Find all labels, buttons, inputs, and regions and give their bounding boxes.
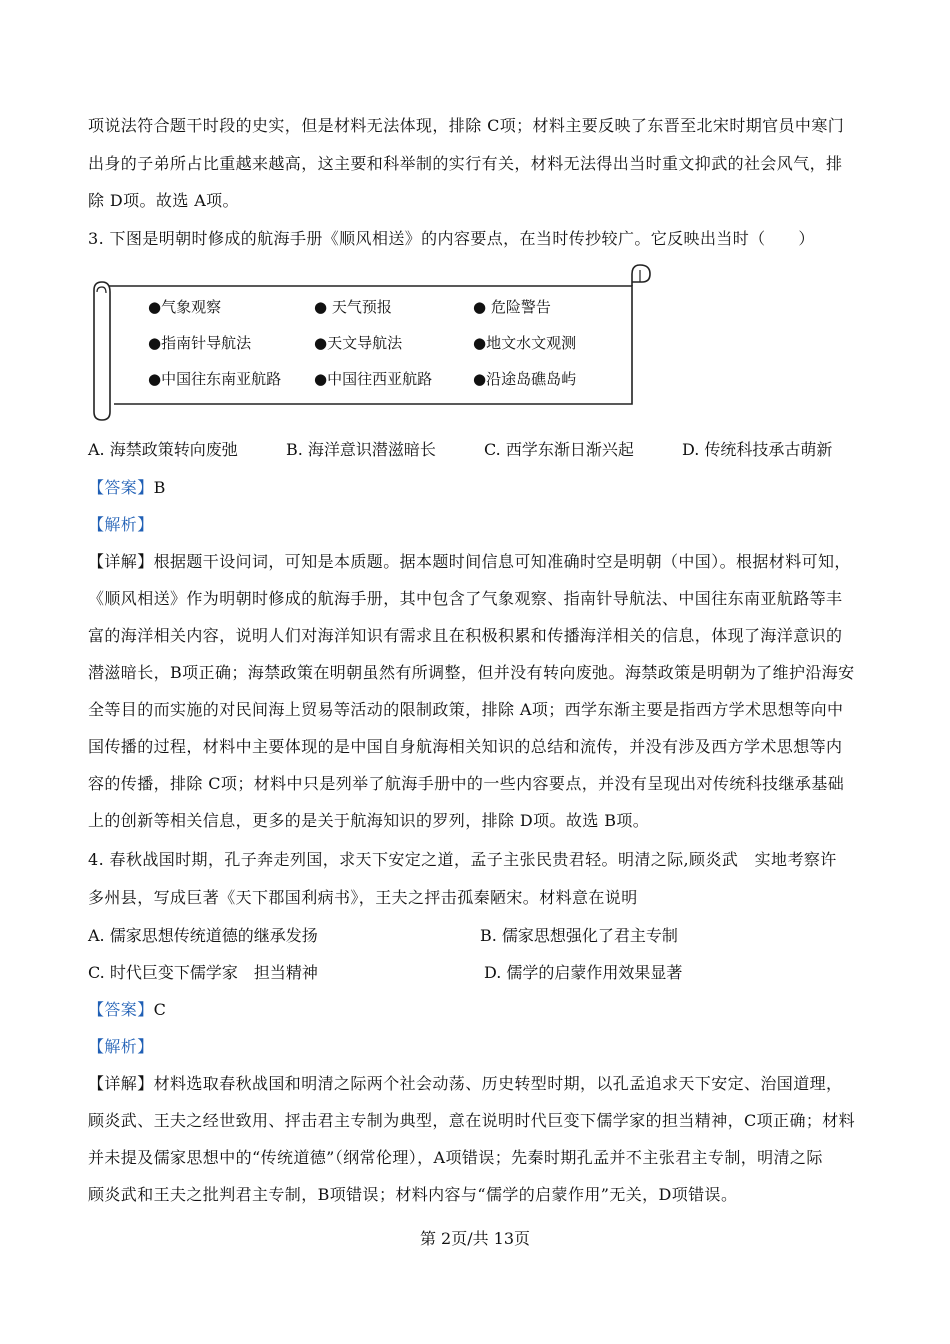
- detail-line: 富的海洋相关内容，说明人们对海洋知识有需求且在积极积累和传播海洋相关的信息，体现了海洋意识的: [88, 626, 843, 645]
- scroll-item: ●指南针导航法: [148, 334, 252, 352]
- option-c: C. 时代巨变下儒学家 担当精神: [88, 963, 318, 982]
- text-line: 除 D项。故选 A项。: [88, 191, 239, 210]
- scroll-item: ●地文水文观测: [473, 334, 577, 352]
- option-a: A. 儒家思想传统道德的继承发扬: [88, 926, 318, 945]
- analysis-line: [88, 1037, 154, 1057]
- scroll-item: ●天文导航法: [314, 334, 403, 352]
- answer-line: [88, 1000, 166, 1020]
- text-line: 出身的子弟所占比重越来越高，这主要和科举制的实行有关，材料无法得出当时重文抑武的社会风气，排: [88, 154, 843, 173]
- analysis-tag: 【解析】: [88, 515, 154, 534]
- question-4-stem: 多州县，写成巨著《天下郡国利病书》，王夫之抨击孤秦陋宋。材料意在说明: [88, 888, 638, 907]
- option-b: B. 海洋意识潜滋暗长: [286, 440, 436, 459]
- scroll-item: ●中国往东南亚航路: [148, 370, 282, 388]
- answer-value: C: [153, 1000, 167, 1019]
- detail-line: 顾炎武和王夫之批判君主专制，B项错误；材料内容与“儒学的启蒙作用”无关，D项错误。: [88, 1185, 738, 1204]
- detail-line: 容的传播，排除 C项；材料中只是列举了航海手册中的一些内容要点，并没有呈现出对传统科技继承基础: [88, 774, 845, 793]
- detail-text: 根据题干设问词，可知是本质题。据本题时间信息可知准确时空是明朝（中国）。根据材料可知，: [153, 552, 851, 571]
- option-b: B. 儒家思想强化了君主专制: [480, 926, 678, 945]
- detail-line: [88, 1074, 842, 1094]
- detail-line: 《顺风相送》作为明朝时修成的航海手册，其中包含了气象观察、指南针导航法、中国往东南亚航路等丰: [88, 589, 843, 608]
- question-3-stem: 3. 下图是明朝时修成的航海手册《顺风相送》的内容要点，在当时传抄较广。它反映出当时（ ）: [88, 229, 815, 248]
- detail-tag: 【详解】: [88, 1074, 154, 1093]
- answer-line: [88, 478, 166, 498]
- detail-line: [88, 552, 851, 572]
- option-a: A. 海禁政策转向废弛: [88, 440, 238, 459]
- option-c: C. 西学东渐日渐兴起: [484, 440, 634, 459]
- detail-line: 全等目的而实施的对民间海上贸易等活动的限制政策，排除 A项；西学东渐主要是指西方学术思想等向中: [88, 700, 844, 719]
- option-d: D. 儒学的启蒙作用效果显著: [484, 963, 683, 982]
- scroll-item: ● 天气预报: [314, 298, 392, 316]
- scroll-item: ● 危险警告: [473, 298, 551, 316]
- answer-tag: 【答案】: [88, 1000, 154, 1019]
- analysis-line: [88, 515, 154, 535]
- scroll-item: ●中国往西亚航路: [314, 370, 433, 388]
- answer-tag: 【答案】: [88, 478, 154, 497]
- detail-line: 并未提及儒家思想中的“传统道德”（纲常伦理），A项错误；先秦时期孔孟并不主张君主专制，明清之际: [88, 1148, 823, 1167]
- page-footer: 第 2页/共 13页: [419, 1229, 531, 1248]
- scroll-figure: [84, 262, 654, 422]
- scroll-item: ●沿途岛礁岛屿: [473, 370, 577, 388]
- text-line: 项说法符合题干时段的史实，但是材料无法体现，排除 C项；材料主要反映了东晋至北宋时期官员中寒门: [88, 116, 845, 135]
- scroll-item: ●气象观察: [148, 298, 222, 316]
- detail-text: 材料选取春秋战国和明清之际两个社会动荡、历史转型时期，以孔孟追求天下安定、治国道理，: [153, 1074, 843, 1093]
- detail-line: 上的创新等相关信息，更多的是关于航海知识的罗列，排除 D项。故选 B项。: [88, 811, 650, 830]
- detail-line: 潜滋暗长，B项正确；海禁政策在明朝虽然有所调整，但并没有转向废弛。海禁政策是明朝为了维护沿海安: [88, 663, 855, 682]
- question-4-stem: 4. 春秋战国时期，孔子奔走列国，求天下安定之道，孟子主张民贵君轻。明清之际,顾炎武 实地考察许: [88, 850, 837, 869]
- detail-tag: 【详解】: [88, 552, 154, 571]
- detail-line: 国传播的过程，材料中主要体现的是中国自身航海相关知识的总结和流传，并没有涉及西方学术思想等内: [88, 737, 843, 756]
- answer-value: B: [153, 478, 166, 497]
- option-d: D. 传统科技承古萌新: [682, 440, 833, 459]
- detail-line: 顾炎武、王夫之经世致用、抨击君主专制为典型，意在说明时代巨变下儒学家的担当精神，C项正确；材料: [88, 1111, 856, 1130]
- analysis-tag: 【解析】: [88, 1037, 154, 1056]
